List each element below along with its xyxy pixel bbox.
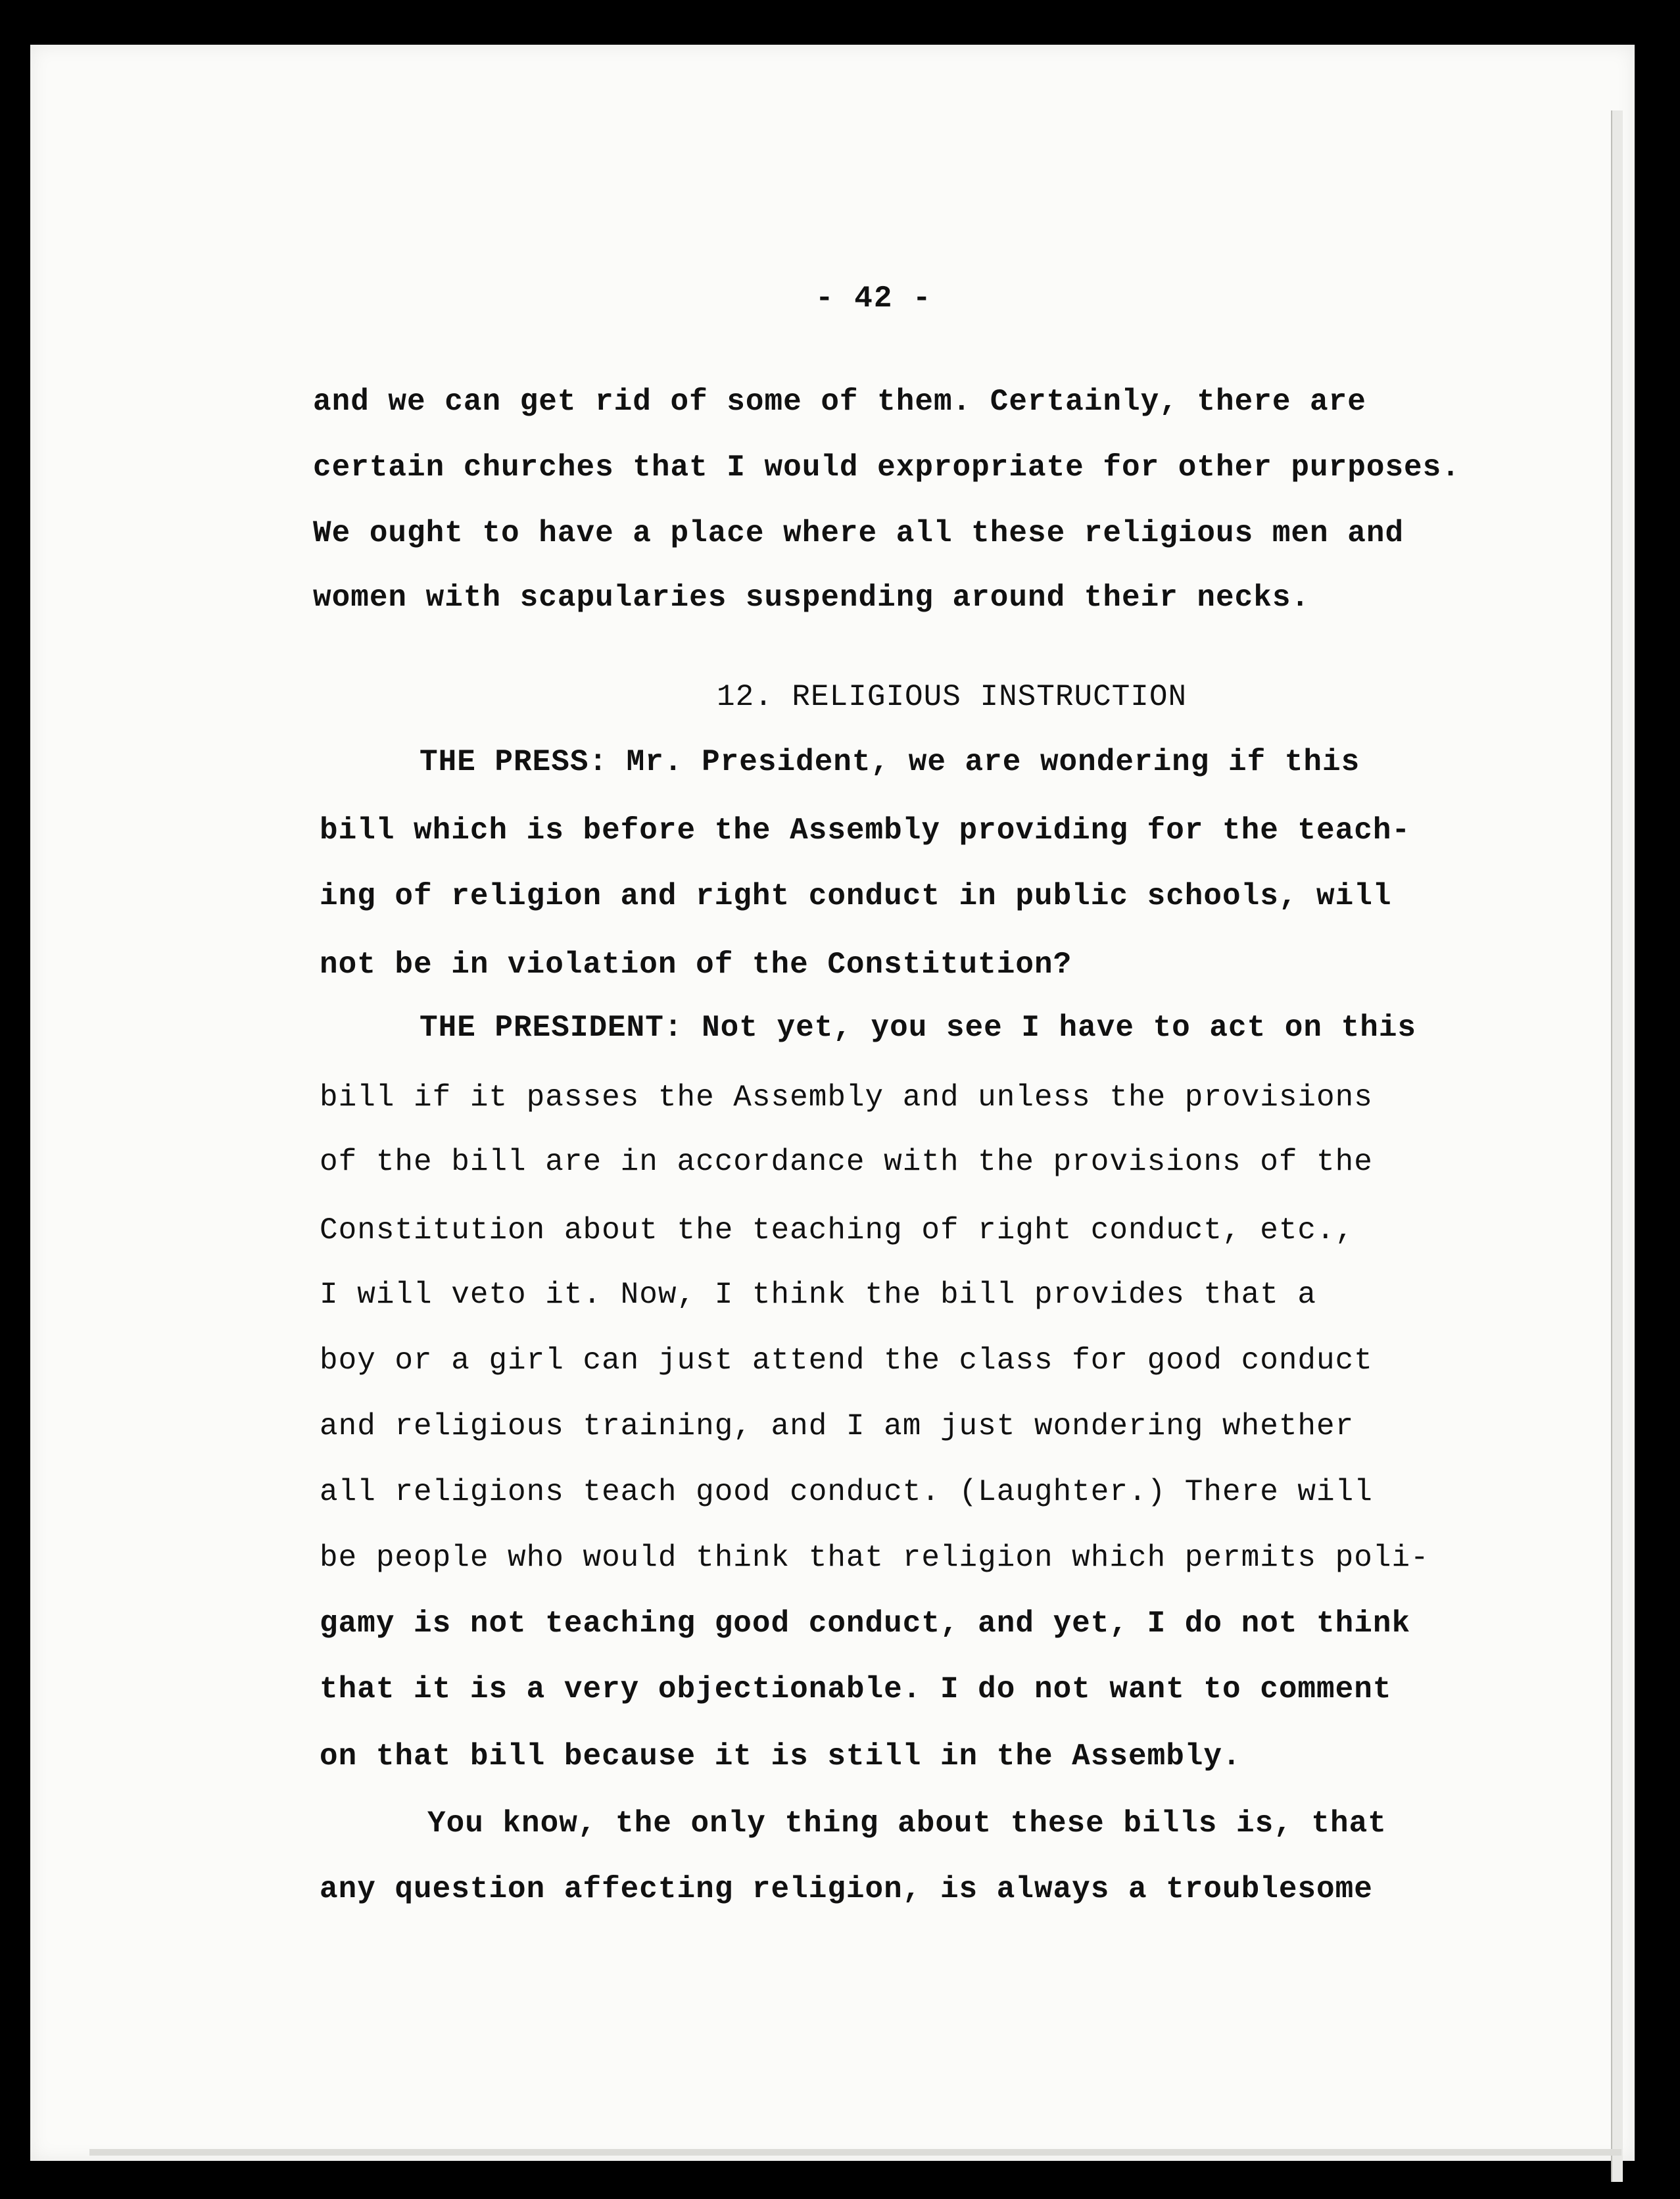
text-line: not be in violation of the Constitution? [320,948,1072,982]
text-line: bill if it passes the Assembly and unless the provisions [320,1080,1373,1115]
text-line: bill which is before the Assembly providing for the teach- [320,813,1411,848]
text-line: gamy is not teaching good conduct, and yet, I do not think [320,1607,1411,1641]
text-line: THE PRESS: Mr. President, we are wondering if this [420,745,1360,779]
text-line: THE PRESIDENT: Not yet, you see I have to act on this [420,1011,1417,1045]
section-heading: 12. RELIGIOUS INSTRUCTION [717,680,1188,714]
text-line: I will veto it. Now, I think the bill provides that a [320,1278,1317,1312]
text-line: women with scapularies suspending around their necks. [313,581,1310,615]
text-line: any question affecting religion, is always a troublesome [320,1872,1373,1906]
text-line: all religions teach good conduct. (Laughter.) There will [320,1475,1373,1509]
text-line: and religious training, and I am just wondering whether [320,1409,1355,1443]
text-line: You know, the only thing about these bills is, that [427,1806,1387,1841]
text-line: be people who would think that religion which permits poli- [320,1541,1429,1575]
text-line: Constitution about the teaching of right conduct, etc., [320,1213,1355,1247]
text-line: of the bill are in accordance with the provisions of the [320,1145,1373,1179]
text-line: certain churches that I would expropriate for other purposes. [313,450,1460,485]
text-line: We ought to have a place where all these religious men and [313,516,1404,550]
page-number: - 42 - [815,281,932,316]
text-line: boy or a girl can just attend the class for good conduct [320,1343,1373,1378]
text-line: on that bill because it is still in the Assembly. [320,1739,1241,1774]
text-line: ing of religion and right conduct in public schools, will [320,879,1392,913]
text-line: that it is a very objectionable. I do not want to comment [320,1672,1392,1706]
text-line: and we can get rid of some of them. Certainly, there are [313,385,1366,419]
